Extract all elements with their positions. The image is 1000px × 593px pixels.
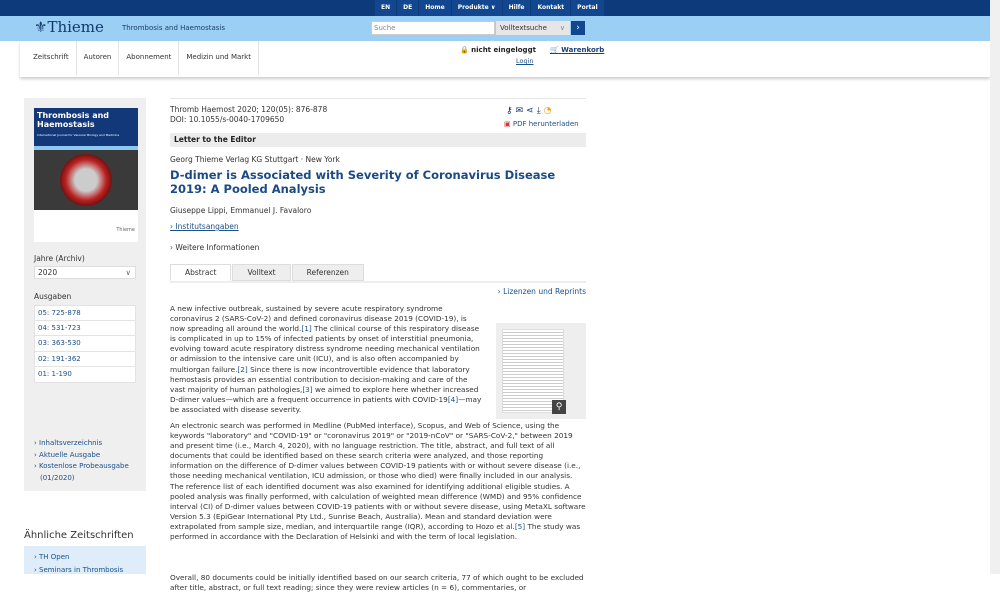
chevron-right-icon: › [170,243,173,252]
logo-text: Thieme [47,18,104,36]
citation: Thromb Haemost 2020; 120(05): 876-878 [170,105,328,114]
similar-item[interactable]: › Seminars in Thrombosis [34,566,124,574]
article [170,98,586,593]
link-inhaltsverzeichnis[interactable]: › Inhaltsverzeichnis [34,439,103,447]
pdf-download-link[interactable]: ▣ PDF herunterladen [504,120,579,128]
paragraph-1: A new infective outbreak, sustained by severe acute respiratory syndrome coronavirus 2 (SARS-CoV-2) and defined coronavirus disease 2019 (COVID-19), is now spreading all around the world.[1] The clinical course of this respiratory disease is complicated in up to 15% of infected patients by onset of interstitial pneumonia, evolving toward acute respiratory distress syndrome needing mechanical ventilation or admission to the intensive care unit (ICU), and is also often accompanied by multiorgan failure.[2] Since there is now incontrovertible evidence that laboratory hemostasis provides an essential contribution to decision-making and care of the vast majority of human pathologies,[3] we aimed to explore here whether increased D-dimer values—which are a frequent occurrence in patients with COVID-19[4]—may be associated with disease severity. [170,304,482,414]
cart-link[interactable] [550,46,604,54]
login-status-text: nicht eingeloggt [471,46,536,54]
chevron-down-icon: ∨ [125,268,131,277]
cover-title: Thrombosis and Haemostasis [37,111,110,129]
link-probeausgabe[interactable]: › Kostenlose Probeausgabe (01/2020) [34,462,129,482]
article-type: Letter to the Editor [170,133,586,147]
link-kontakt[interactable]: Kontakt [530,0,570,16]
search-type-select[interactable] [496,21,570,35]
pdf-icon: ▣ [504,120,511,128]
issue-list [34,305,136,383]
ref-link[interactable]: [4] [447,394,459,404]
more-info-toggle[interactable]: › Weitere Informationen [170,243,260,252]
search-submit-button[interactable]: › [571,21,585,35]
link-home[interactable]: Home [418,0,450,16]
similar-journals-title: Ähnliche Zeitschriften [24,530,134,541]
link-hilfe[interactable]: Hilfe [502,0,531,16]
paragraph-3: Overall, 80 documents could be initially identified based on our search criteria, 77 of which ought to be excluded after title, abstract, or full text reading; since they were review articles (n = 6), commentaries, or [170,573,584,593]
thieme-seal-icon: ⚜ [34,18,48,36]
issue-item[interactable]: 01: 1-190 [34,367,136,383]
institutions-link[interactable]: › Institutsangaben [170,222,239,231]
search-input[interactable]: Suche [371,21,495,35]
article-title: D-dimer is Associated with Severity of Coronavirus Disease 2019: A Pooled Analysis [170,168,556,196]
cart-text: Warenkorb [561,46,605,54]
issue-item[interactable]: 02: 191-362 [34,352,136,368]
licenses-link[interactable]: › Lizenzen und Reprints [497,287,586,296]
nav-medizin-und-markt[interactable]: Medizin und Markt [179,41,259,75]
doi[interactable]: DOI: 10.1055/s-0040-1709650 [170,115,285,124]
cover-image [34,150,138,210]
share-icon[interactable]: ⋖ [526,106,537,116]
pdf-preview-thumbnail[interactable] [496,323,586,419]
issue-item[interactable]: 04: 531-723 [34,321,136,337]
top-nav [374,0,604,16]
issue-item[interactable]: 05: 725-878 [34,305,136,321]
nav-zeitschrift[interactable]: Zeitschrift [26,41,77,75]
sidebar [24,98,146,491]
ref-link[interactable]: [1] [301,324,312,334]
link-produkte[interactable]: Produkte ∨ [451,0,502,16]
download-icon[interactable]: ⤓ [536,106,544,116]
thieme-logo[interactable] [34,18,104,36]
nav-autoren[interactable]: Autoren [77,41,120,75]
lock-icon: 🔒 [460,46,469,54]
year-select[interactable] [34,266,136,279]
tab-volltext[interactable]: Volltext [232,264,290,281]
authors: Giuseppe Lippi, Emmanuel J. Favaloro [170,206,312,215]
ref-link[interactable]: [3] [302,384,313,394]
search-type-value: Volltextsuche [500,24,547,32]
article-tabs [170,264,586,283]
publisher: Georg Thieme Verlag KG Stuttgart · New York [170,155,340,164]
ref-link[interactable]: [5] [514,521,526,531]
rss-icon[interactable]: ◔ [543,106,555,116]
tab-abstract[interactable]: Abstract [170,264,231,281]
zoom-icon[interactable]: ⚲ [552,400,566,414]
link-portal[interactable]: Portal [570,0,603,16]
nav-abonnement[interactable]: Abonnement [119,41,179,75]
cover-brand: Thieme [116,227,135,233]
chevron-down-icon: ∨ [559,24,565,32]
years-label: Jahre (Archiv) [34,254,85,263]
cover-subtitle: International Journal for Vascular Biology and Medicine [37,133,120,137]
issue-item[interactable]: 03: 363-530 [34,336,136,352]
article-tools [506,106,555,116]
journal-cover[interactable] [34,108,138,242]
sidebar-links [34,438,134,484]
login-status [460,46,536,54]
lang-en[interactable]: EN [374,0,396,16]
page-edge [990,0,1000,574]
similar-journals-list [24,546,146,574]
key-icon[interactable]: ⚷ [506,106,516,116]
journal-name[interactable]: Thrombosis and Haemostasis [122,24,226,32]
year-value: 2020 [38,268,58,277]
tab-referenzen[interactable]: Referenzen [292,264,364,281]
main-nav [20,41,990,77]
paragraph-2: An electronic search was performed in Medline (PubMed interface), Scopus, and Web of Science, using the keywords "laboratory" and "COVID-19" or "coronavirus 2019" or "2019-nCoV" or "SARS-CoV-2," between 2019 and present time (i.e., March 4, 2020), with no language restriction. The title, abstract, and full text of all documents that could be identified based on these search criteria were analyzed, and those reporting information on the difference of D-dimer values between COVID-19 patients with or without severe disease (i.e., those needing mechanical ventilation, ICU admission, or those who died) were finally included in our analysis. The reference list of each identified document was also examined for identifying additional eligible studies. A pooled analysis was finally performed, with calculation of weighted mean difference (WMD) and 95% confidence interval (CI) of D-dimer values between COVID-19 patients with or without severe disease, using MetaXL software Version 5.3 (EpiGear International Pty Ltd., Sunrise Beach, Australia). Mean and standard deviation were extrapolated from sample size, median, and interquartile range (IQR), according to Hozo et al.[5] The study was performed in accordance with the Declaration of Helsinki and with the term of local legislation. [170,421,586,542]
mail-icon[interactable]: ✉ [515,106,527,116]
link-aktuelle-ausgabe[interactable]: › Aktuelle Ausgabe [34,450,101,459]
cart-icon: 🛒 [550,46,559,54]
ref-link[interactable]: [2] [237,364,248,374]
lang-de[interactable]: DE [396,0,418,16]
login-link[interactable]: Login [516,57,534,65]
similar-item[interactable]: › TH Open [34,553,70,561]
issues-label: Ausgaben [34,292,72,301]
